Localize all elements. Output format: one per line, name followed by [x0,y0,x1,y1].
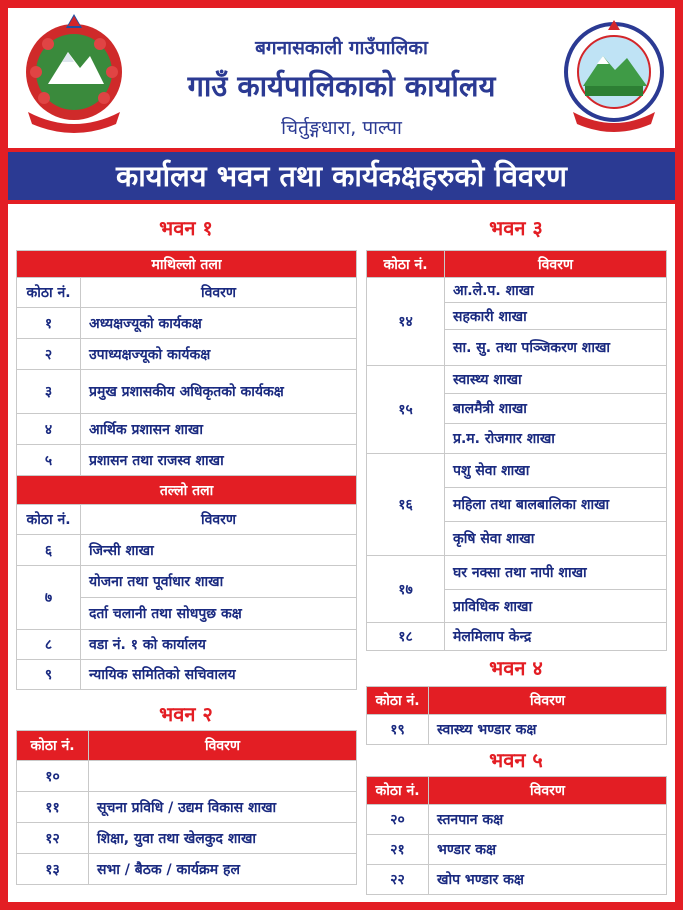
building-5-table [366,776,667,895]
table-row [17,566,357,598]
room-number: ४ [17,414,81,445]
room-description: कृषि सेवा शाखा [445,522,667,556]
col-detail-header: विवरण [89,731,357,761]
table-header-row [17,505,357,535]
room-description: सूचना प्रविधि / उद्यम विकास शाखा [89,792,357,823]
office-title: गाउँ कार्यपालिकाको कार्यालय [187,69,496,103]
table-row [367,556,667,590]
col-room-header: कोठा नं. [367,777,429,805]
building-2-table [16,730,357,885]
room-description: खोप भण्डार कक्ष [429,865,667,895]
room-description: उपाध्यक्षज्यूको कार्यकक्ष [81,339,357,370]
table-header-row [367,777,667,805]
room-description: सभा / बैठक / कार्यक्रम हल [89,854,357,885]
room-number: २२ [367,865,429,895]
room-description: स्वास्थ्य भण्डार कक्ष [429,715,667,745]
room-number: १५ [367,366,445,454]
table-row [17,823,357,854]
col-room-header: कोठा नं. [367,251,445,278]
room-description: आर्थिक प्रशासन शाखा [81,414,357,445]
table-row [17,414,357,445]
room-number: ८ [17,630,81,660]
room-description: प्र.म. रोजगार शाखा [445,424,667,454]
room-number: १ [17,308,81,339]
room-number: ११ [17,792,89,823]
municipality-name: बगनासकाली गाउँपालिका [255,37,428,59]
col-room-header: कोठा नं. [17,731,89,761]
room-number: ६ [17,535,81,566]
room-number: १७ [367,556,445,623]
room-description: योजना तथा पूर्वाधार शाखा [81,566,357,598]
room-description: प्राविधिक शाखा [445,590,667,623]
table-row [367,278,667,303]
room-description: प्रशासन तथा राजस्व शाखा [81,445,357,476]
col-detail-header: विवरण [81,278,357,308]
room-description [89,761,357,792]
table-row [367,454,667,488]
room-description: स्तनपान कक्ष [429,805,667,835]
room-number: १३ [17,854,89,885]
room-description: सा. सु. तथा पञ्जिकरण शाखा [445,330,667,366]
municipality-logo-icon [563,16,665,132]
room-number: २० [367,805,429,835]
table-row [367,835,667,865]
room-description: घर नक्सा तथा नापी शाखा [445,556,667,590]
header [8,8,675,146]
table-row [17,630,357,660]
room-number: १९ [367,715,429,745]
col-room-header: कोठा नं. [17,278,81,308]
room-description: पशु सेवा शाखा [445,454,667,488]
room-description: शिक्षा, युवा तथा खेलकुद शाखा [89,823,357,854]
table-row [367,366,667,394]
room-description: दर्ता चलानी तथा सोधपुछ कक्ष [81,598,357,630]
table-header-row [367,687,667,715]
room-description: जिन्सी शाखा [81,535,357,566]
col-detail-header: विवरण [429,777,667,805]
upper-floor-header: माथिल्लो तला [17,251,357,278]
building-5-title: भवन ५ [489,748,543,772]
building-1-table [16,250,357,690]
building-3-table [366,250,667,651]
room-description: प्रमुख प्रशासकीय अधिकृतको कार्यकक्ष [81,370,357,414]
table-row [17,308,357,339]
col-detail-header: विवरण [429,687,667,715]
room-description: महिला तथा बालबालिका शाखा [445,488,667,522]
lower-floor-header: तल्लो तला [17,476,357,505]
table-row [367,715,667,745]
table-header-row [17,731,357,761]
room-number: १८ [367,623,445,651]
table-row [17,535,357,566]
building-1-title: भवन १ [159,216,213,240]
table-row [17,761,357,792]
table-row [367,865,667,895]
room-number: २१ [367,835,429,865]
room-description: न्यायिक समितिको सचिवालय [81,660,357,690]
room-number: १० [17,761,89,792]
col-detail-header: विवरण [81,505,357,535]
table-row [17,660,357,690]
table-row [17,370,357,414]
building-3-title: भवन ३ [489,216,543,240]
room-number: ७ [17,566,81,630]
table-header-row [367,251,667,278]
col-detail-header: विवरण [445,251,667,278]
table-row [17,339,357,370]
table-row [17,445,357,476]
table-row [17,792,357,823]
room-description: स्वास्थ्य शाखा [445,366,667,394]
room-number: ९ [17,660,81,690]
room-number: ५ [17,445,81,476]
room-description: भण्डार कक्ष [429,835,667,865]
room-description: बालमैत्री शाखा [445,394,667,424]
room-number: १६ [367,454,445,556]
room-description: मेलमिलाप केन्द्र [445,623,667,651]
building-4-title: भवन ४ [489,656,543,680]
col-room-header: कोठा नं. [367,687,429,715]
building-4-table [366,686,667,745]
table-row [17,854,357,885]
room-description: सहकारी शाखा [445,303,667,330]
office-location: चिर्तुङ्गधारा, पाल्पा [281,117,402,139]
table-row [367,623,667,651]
table-header-row [17,278,357,308]
table-row [367,805,667,835]
col-room-header: कोठा नं. [17,505,81,535]
room-description: आ.ले.प. शाखा [445,278,667,303]
room-number: २ [17,339,81,370]
room-number: १२ [17,823,89,854]
room-description: अध्यक्षज्यूको कार्यकक्ष [81,308,357,339]
room-number: ३ [17,370,81,414]
page-banner-title: कार्यालय भवन तथा कार्यकक्षहरुको विवरण [8,148,675,204]
room-description: वडा नं. १ को कार्यालय [81,630,357,660]
room-number: १४ [367,278,445,366]
building-2-title: भवन २ [159,702,213,726]
